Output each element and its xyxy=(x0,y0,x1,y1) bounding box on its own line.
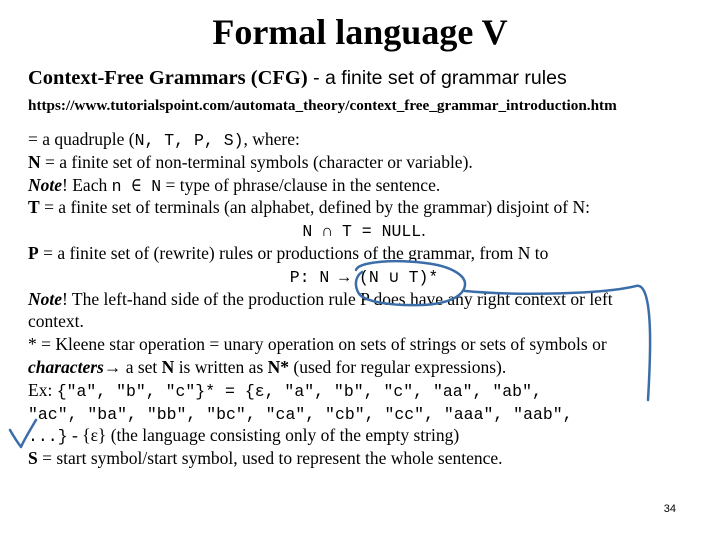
slide-body xyxy=(28,128,700,470)
text: = start symbol/start symbol, used to represent the whole sentence. xyxy=(37,448,503,469)
line-start-symbol xyxy=(28,447,700,470)
line-note-lhs xyxy=(28,288,700,311)
line-kleene-star: * = Kleene star operation = unary operation on sets of strings or sets of symbols or xyxy=(28,334,607,355)
line-characters xyxy=(28,356,700,379)
text: - {ε} (the language consisting only of the empty string) xyxy=(67,425,460,446)
example-set-end: ...} xyxy=(28,427,68,447)
line-production-expr xyxy=(28,265,700,288)
text: = a finite set of (rewrite) rules or productions of the grammar, from N to xyxy=(38,242,549,263)
line-note-n xyxy=(28,174,700,197)
line-terminals xyxy=(28,196,700,219)
text: (used for regular expressions). xyxy=(289,356,507,377)
line-example-2 xyxy=(28,402,700,425)
kleene-n: N* xyxy=(267,356,290,377)
note-label: Note xyxy=(28,288,63,309)
page-number: 34 xyxy=(663,503,676,515)
line-context: context. xyxy=(28,311,84,332)
slide-subtitle xyxy=(28,64,708,92)
subtitle-term: Context-Free Grammars (CFG) xyxy=(28,67,308,89)
arrow-icon: → xyxy=(103,356,122,377)
text: a set xyxy=(121,356,162,377)
intersection-expr: N ∩ T = NULL xyxy=(302,222,422,242)
example-set-cont: "ac", "ba", "bb", "bc", "ca", "cb", "cc", "aaa", "aab", xyxy=(28,404,573,424)
characters-term: characters xyxy=(28,356,104,377)
symbol-t: T xyxy=(28,197,40,218)
text: = a finite set of non-terminal symbols (character or variable). xyxy=(40,151,473,172)
symbol-s: S xyxy=(28,448,38,469)
text: , where: xyxy=(243,129,300,149)
quadruple-tuple: N, T, P, S) xyxy=(134,131,244,150)
example-set: {"a", "b", "c"}* = {ε, "a", "b", "c", "aa", "ab", xyxy=(56,381,542,401)
production-expr: P: N → (N ∪ T)* xyxy=(289,267,439,287)
symbol-n: N xyxy=(161,356,175,377)
line-nonterminals xyxy=(28,151,700,174)
text: ! The left-hand side of the production rule P does have any right context or left xyxy=(62,288,613,309)
slide-title: Formal language V xyxy=(212,12,508,52)
example-label: Ex: xyxy=(28,379,57,400)
text: = a finite set of terminals (an alphabet, defined by the grammar) disjoint of N: xyxy=(39,197,590,218)
symbol-p: P xyxy=(28,242,39,263)
note-label: Note xyxy=(28,174,63,195)
line-example-3 xyxy=(28,424,700,447)
text: . xyxy=(421,220,426,241)
membership-expr: n ∈ N xyxy=(111,176,162,196)
line-example-1 xyxy=(28,379,700,402)
line-disjoint-expr xyxy=(28,219,700,242)
line-productions xyxy=(28,242,700,265)
symbol-n: N xyxy=(28,151,41,172)
text: ! Each xyxy=(62,174,112,195)
subtitle-description: - a finite set of grammar rules xyxy=(307,67,567,89)
line-quadruple xyxy=(28,128,700,151)
reference-url[interactable]: https://www.tutorialspoint.com/automata_theory/context_free_grammar_introduction.htm xyxy=(28,97,617,114)
text: = a quadruple ( xyxy=(28,129,135,149)
text: is written as xyxy=(174,356,268,377)
text: = type of phrase/clause in the sentence. xyxy=(161,174,441,195)
